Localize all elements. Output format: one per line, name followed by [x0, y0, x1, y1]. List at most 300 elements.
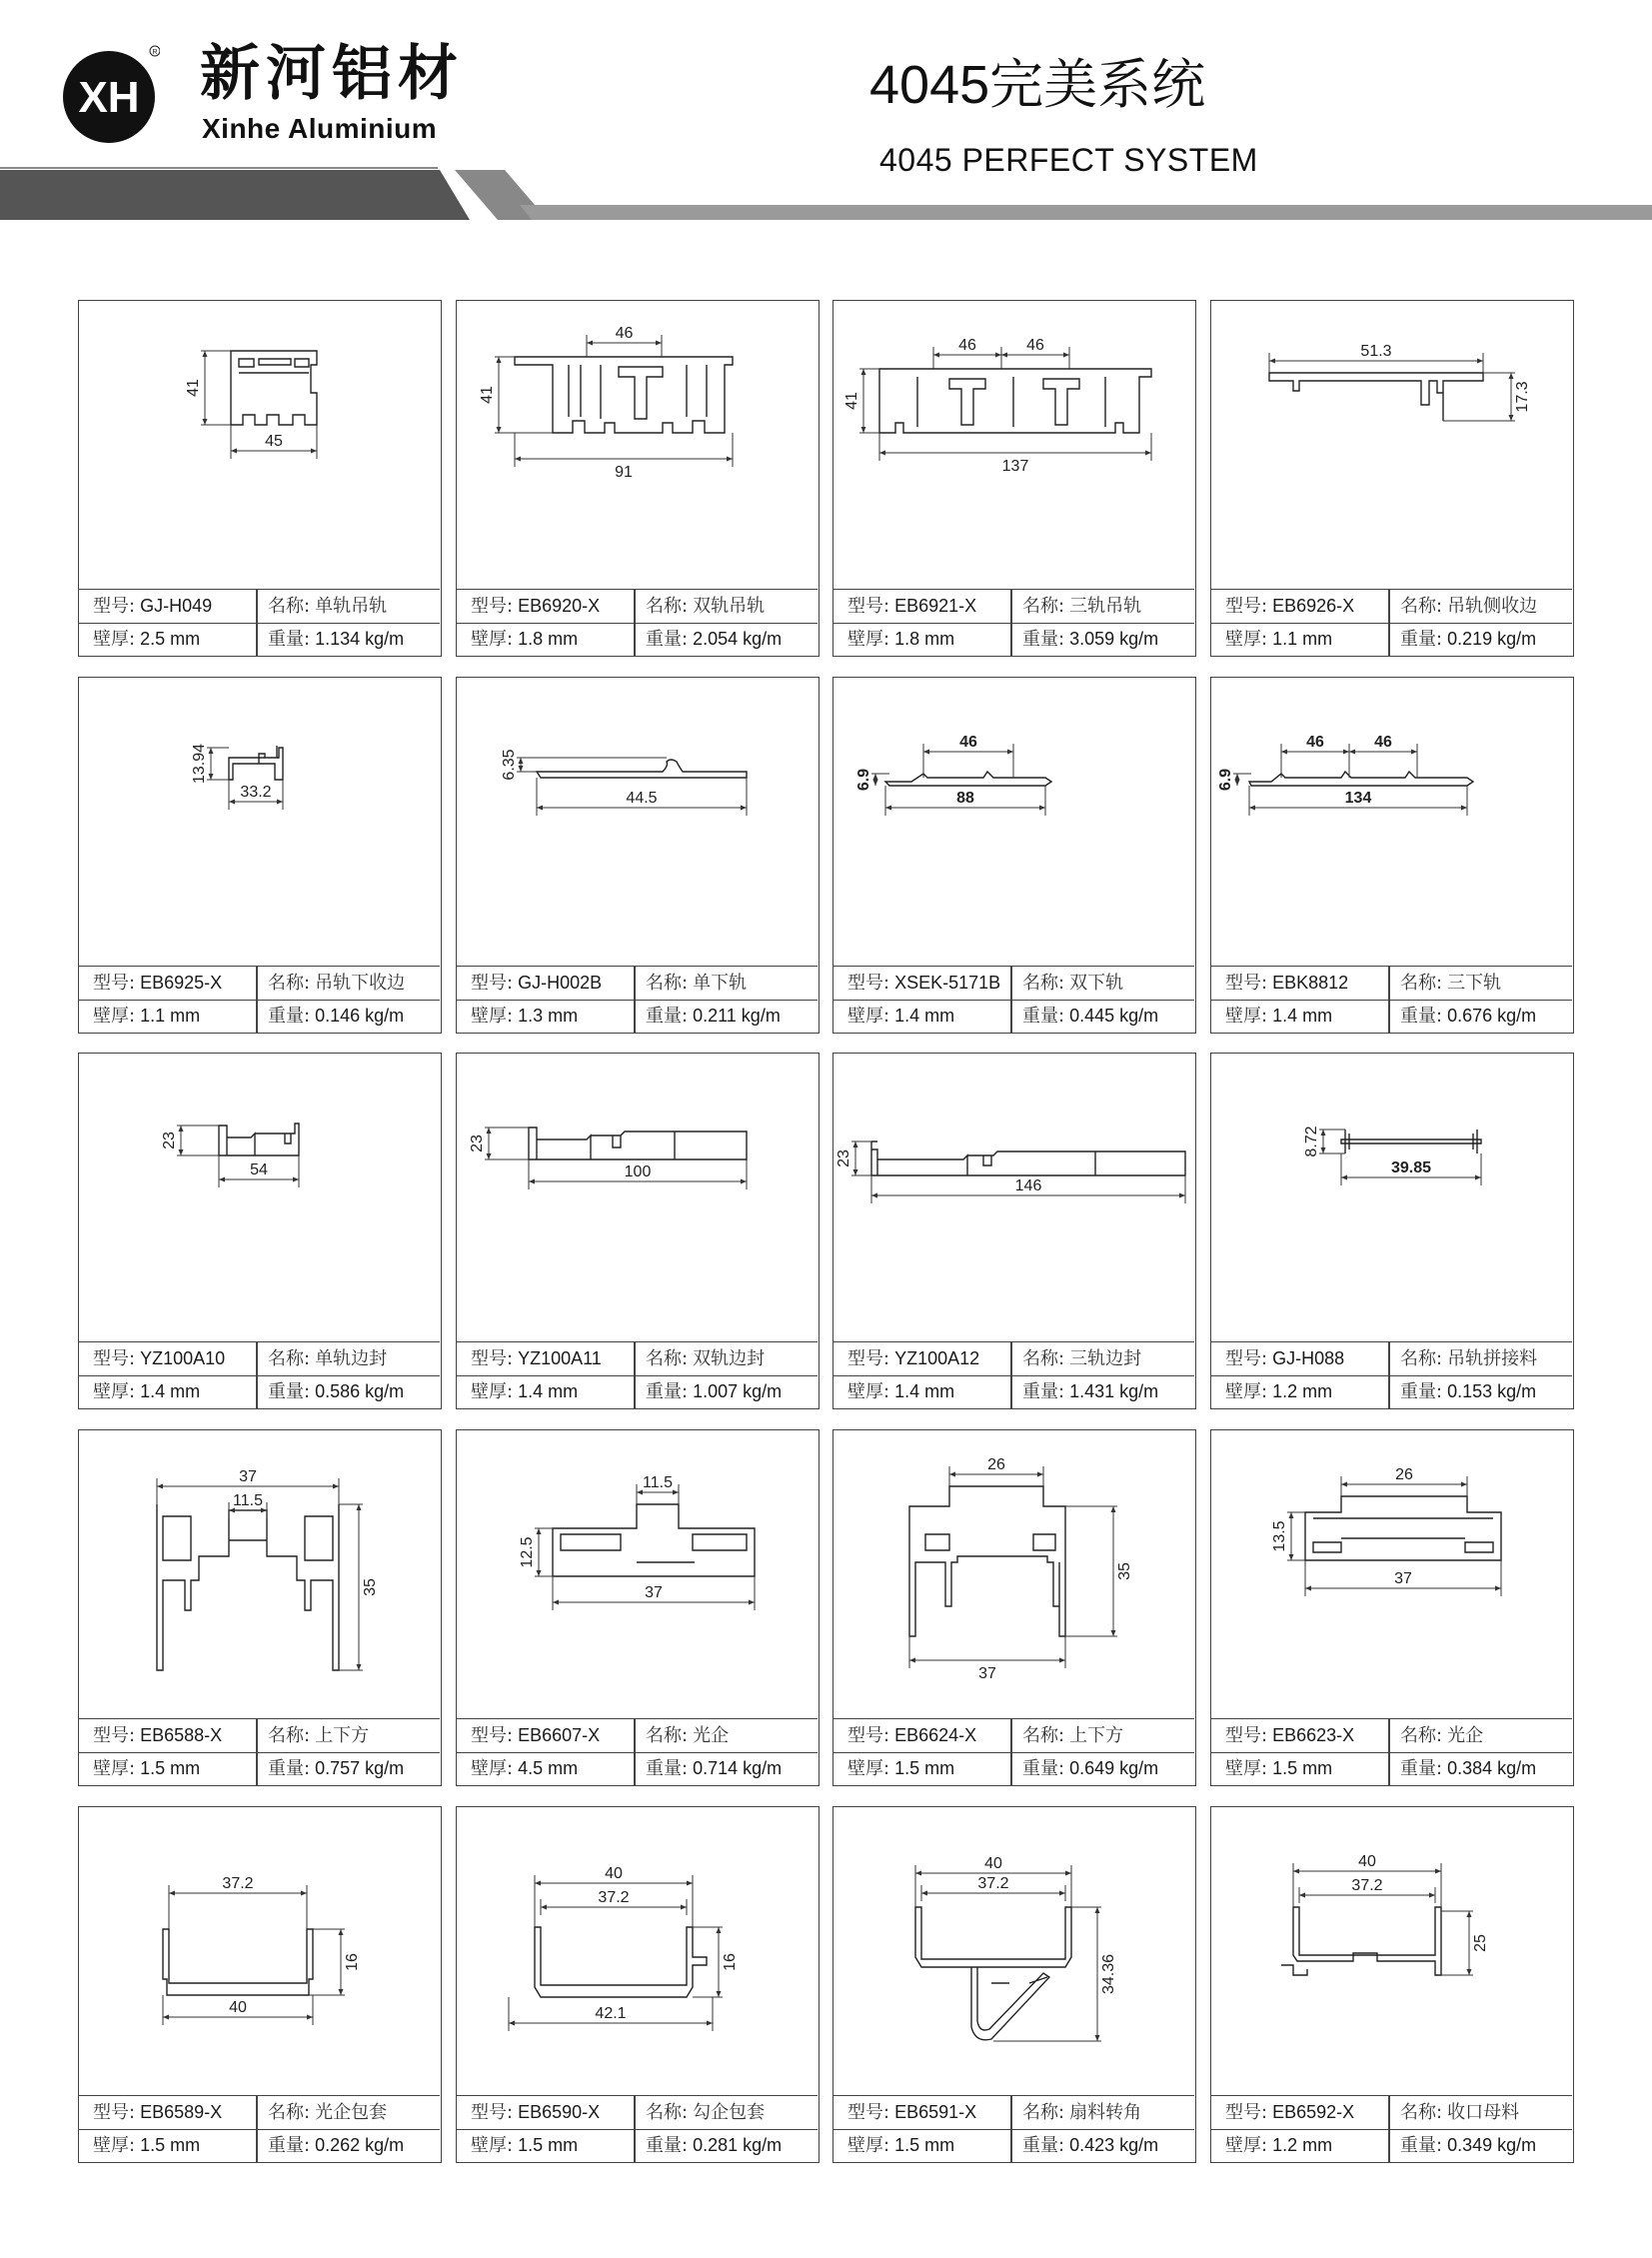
spec-table: [1211, 2095, 1572, 2162]
product-card: [1210, 1806, 1574, 2163]
product-card: [456, 1429, 820, 1786]
name-value: 光企包套: [315, 2102, 388, 2123]
thickness-value: 1.5 mm: [1272, 1758, 1333, 1778]
thickness-label: 壁厚:: [471, 1381, 514, 1402]
thickness-value: 1.8 mm: [894, 629, 955, 649]
profile-drawing: [79, 1807, 440, 2095]
thickness-cell: [93, 1752, 253, 1785]
name-label: 名称:: [1022, 596, 1065, 617]
profile-outline: [1341, 1129, 1481, 1153]
product-card: [456, 1806, 820, 2163]
thickness-cell: [847, 623, 1007, 656]
weight-cell: [1022, 1375, 1192, 1408]
thickness-cell: [471, 1000, 631, 1033]
spec-row-model: [1211, 967, 1572, 1001]
thickness-cell: [1225, 2129, 1385, 2162]
name-label: 名称:: [646, 973, 689, 994]
spec-table: [833, 1341, 1194, 1408]
name-label: 名称:: [1400, 2102, 1443, 2123]
weight-cell: [1022, 1000, 1192, 1033]
model-label: 型号:: [1225, 1348, 1268, 1369]
spec-table: [1211, 1341, 1572, 1408]
product-card: [1210, 1429, 1574, 1786]
weight-value: 0.586 kg/m: [315, 1381, 405, 1401]
svg-text:R: R: [152, 49, 158, 56]
dimension-label: 88: [956, 790, 974, 807]
name-value: 三轨边封: [1069, 1348, 1142, 1369]
profile-drawing: [457, 1054, 818, 1341]
thickness-label: 壁厚:: [471, 2135, 514, 2156]
weight-label: 重量:: [1400, 1006, 1443, 1027]
profile-outline: [1249, 772, 1473, 786]
profile-drawing: [833, 1807, 1194, 2095]
name-value: 光企: [1447, 1725, 1484, 1746]
dimension-label: 40: [1358, 1853, 1376, 1870]
spec-row-weight: [1211, 623, 1572, 656]
thickness-value: 1.4 mm: [894, 1006, 955, 1026]
name-label: 名称:: [1400, 973, 1443, 994]
product-card: [832, 1429, 1196, 1786]
model-value: XSEK-5171B: [894, 973, 1001, 993]
spec-row-model: [1211, 2096, 1572, 2130]
model-cell: [847, 2096, 1007, 2129]
thickness-value: 1.3 mm: [518, 1006, 579, 1026]
name-cell: [1400, 590, 1570, 623]
dimension-label: 25: [1472, 1934, 1489, 1952]
product-card: [456, 677, 820, 1034]
dimension-label: 26: [1395, 1466, 1413, 1483]
dimension-label: 13.5: [1271, 1520, 1288, 1552]
thickness-value: 1.1 mm: [1272, 629, 1333, 649]
dimension-label: 41: [843, 392, 860, 410]
spec-row-weight: [457, 1000, 818, 1033]
name-cell: [1400, 1719, 1570, 1752]
spec-row-model: [833, 590, 1194, 624]
profile-drawing: [1211, 301, 1572, 589]
product-card: [1210, 300, 1574, 657]
brand-name-cn: 新河铝材: [200, 39, 464, 109]
spec-row-model: [833, 1342, 1194, 1376]
profile-outline: [529, 1128, 747, 1159]
thickness-cell: [93, 1375, 253, 1408]
dimension-label: 41: [479, 386, 496, 404]
model-label: 型号:: [93, 1725, 136, 1746]
spec-table: [833, 966, 1194, 1033]
profile-drawing: [457, 1430, 818, 1718]
dimension-label: 46: [615, 325, 634, 342]
product-card: [1210, 677, 1574, 1034]
model-value: EBK8812: [1272, 973, 1349, 993]
thickness-value: 4.5 mm: [518, 1758, 579, 1778]
name-label: 名称:: [646, 596, 689, 617]
dimension-label: 17.3: [1514, 381, 1531, 413]
dimension-label: 45: [265, 433, 283, 450]
profile-outline: [879, 369, 1151, 433]
dimension-label: 34.36: [1100, 1953, 1117, 1995]
thickness-value: 2.5 mm: [140, 629, 201, 649]
weight-cell: [1022, 1752, 1192, 1785]
name-value: 单轨吊轨: [315, 596, 388, 617]
weight-cell: [646, 1752, 816, 1785]
spec-row-model: [79, 1719, 440, 1753]
dimension-label: 46: [1374, 734, 1392, 751]
spec-row-model: [79, 967, 440, 1001]
model-label: 型号:: [471, 1725, 514, 1746]
name-label: 名称:: [646, 1725, 689, 1746]
weight-value: 0.281 kg/m: [693, 2135, 783, 2155]
thickness-label: 壁厚:: [93, 1006, 136, 1027]
model-value: EB6591-X: [894, 2102, 977, 2122]
thickness-cell: [93, 1000, 253, 1033]
spec-row-model: [457, 590, 818, 624]
model-cell: [847, 1719, 1007, 1752]
name-label: 名称:: [268, 1348, 311, 1369]
profile-outline: [1305, 1496, 1501, 1560]
model-label: 型号:: [847, 1348, 890, 1369]
dimension-label: 37.2: [977, 1875, 1009, 1892]
dimension-label: 39.85: [1390, 1159, 1432, 1176]
spec-row-model: [457, 967, 818, 1001]
dimension-label: 26: [987, 1456, 1005, 1473]
model-label: 型号:: [1225, 1725, 1268, 1746]
spec-table: [1211, 1718, 1572, 1785]
weight-label: 重量:: [646, 1006, 689, 1027]
thickness-label: 壁厚:: [93, 1758, 136, 1779]
product-card: [78, 1429, 442, 1786]
dimension-label: 35: [1116, 1562, 1133, 1580]
profile-outline: [537, 760, 747, 778]
spec-row-weight: [79, 2129, 440, 2162]
name-value: 光企: [693, 1725, 730, 1746]
profile-drawing: [457, 678, 818, 966]
brand-name-en: Xinhe Aluminium: [202, 113, 438, 144]
name-label: 名称:: [1022, 1348, 1065, 1369]
name-cell: [268, 1719, 438, 1752]
profile-drawing: [457, 1807, 818, 2095]
name-cell: [1400, 2096, 1570, 2129]
dimension-label: 40: [984, 1855, 1002, 1872]
thickness-value: 1.5 mm: [894, 1758, 955, 1778]
weight-label: 重量:: [1400, 1758, 1443, 1779]
name-value: 吊轨侧收边: [1447, 596, 1538, 617]
model-cell: [93, 967, 253, 1000]
dimension-label: 100: [624, 1163, 652, 1180]
name-value: 吊轨拼接料: [1447, 1348, 1538, 1369]
model-cell: [471, 1719, 631, 1752]
name-cell: [1022, 1719, 1192, 1752]
profile-outline: [871, 1141, 1185, 1175]
model-value: GJ-H049: [140, 596, 213, 616]
spec-row-weight: [833, 2129, 1194, 2162]
profile-drawing: [79, 678, 440, 966]
model-value: YZ100A10: [140, 1348, 226, 1368]
model-cell: [471, 590, 631, 623]
thickness-cell: [847, 1000, 1007, 1033]
spec-table: [457, 1341, 818, 1408]
profile-outline: [1269, 373, 1483, 421]
spec-row-weight: [1211, 1375, 1572, 1408]
weight-value: 1.007 kg/m: [693, 1381, 783, 1401]
model-cell: [93, 1719, 253, 1752]
name-cell: [1400, 1342, 1570, 1375]
name-cell: [1022, 967, 1192, 1000]
dimension-label: 46: [959, 734, 977, 751]
name-value: 单下轨: [693, 973, 748, 994]
profile-drawing: [1211, 1054, 1572, 1341]
weight-cell: [268, 1000, 438, 1033]
thickness-label: 壁厚:: [1225, 1381, 1268, 1402]
spec-row-model: [833, 1719, 1194, 1753]
thickness-label: 壁厚:: [847, 2135, 890, 2156]
name-cell: [646, 1719, 816, 1752]
thickness-value: 1.4 mm: [1272, 1006, 1333, 1026]
spec-row-weight: [457, 623, 818, 656]
dimension-label: 44.5: [626, 790, 658, 807]
model-label: 型号:: [1225, 596, 1268, 617]
weight-value: 1.431 kg/m: [1069, 1381, 1159, 1401]
spec-row-weight: [79, 1752, 440, 1785]
thickness-cell: [847, 1752, 1007, 1785]
model-label: 型号:: [471, 1348, 514, 1369]
name-cell: [268, 967, 438, 1000]
thickness-value: 1.2 mm: [1272, 2135, 1333, 2155]
weight-cell: [268, 623, 438, 656]
weight-value: 0.211 kg/m: [693, 1006, 781, 1026]
name-cell: [1022, 1342, 1192, 1375]
spec-row-weight: [833, 1752, 1194, 1785]
spec-row-model: [1211, 1342, 1572, 1376]
spec-table: [457, 1718, 818, 1785]
weight-cell: [646, 2129, 816, 2162]
spec-row-weight: [833, 623, 1194, 656]
dimension-label: 37: [978, 1665, 996, 1682]
model-label: 型号:: [1225, 2102, 1268, 2123]
weight-label: 重量:: [646, 629, 689, 650]
thickness-cell: [471, 623, 631, 656]
name-cell: [268, 2096, 438, 2129]
weight-cell: [268, 1752, 438, 1785]
model-cell: [847, 967, 1007, 1000]
spec-row-weight: [1211, 1752, 1572, 1785]
product-card: [832, 1053, 1196, 1409]
weight-value: 0.219 kg/m: [1447, 629, 1537, 649]
spec-row-weight: [457, 2129, 818, 2162]
name-value: 勾企包套: [693, 2102, 766, 2123]
weight-value: 0.146 kg/m: [315, 1006, 405, 1026]
weight-label: 重量:: [1022, 2135, 1065, 2156]
spec-row-weight: [833, 1375, 1194, 1408]
name-value: 单轨边封: [315, 1348, 388, 1369]
weight-value: 0.714 kg/m: [693, 1758, 783, 1778]
profile-outline: [1281, 1907, 1441, 1975]
profile-outline: [511, 1927, 707, 1997]
spec-table: [833, 589, 1194, 656]
thickness-label: 壁厚:: [471, 1758, 514, 1779]
thickness-label: 壁厚:: [847, 1758, 890, 1779]
spec-row-weight: [833, 1000, 1194, 1033]
weight-label: 重量:: [1400, 1381, 1443, 1402]
weight-label: 重量:: [268, 629, 311, 650]
name-value: 吊轨下收边: [315, 973, 406, 994]
name-cell: [268, 1342, 438, 1375]
dimension-label: 12.5: [519, 1536, 536, 1568]
spec-row-weight: [457, 1375, 818, 1408]
spec-table: [1211, 589, 1572, 656]
dimension-label: 146: [1014, 1177, 1042, 1194]
spec-row-weight: [79, 623, 440, 656]
thickness-value: 1.2 mm: [1272, 1381, 1333, 1401]
model-cell: [471, 967, 631, 1000]
profile-outline: [219, 1124, 299, 1155]
weight-cell: [646, 1000, 816, 1033]
weight-label: 重量:: [1400, 2135, 1443, 2156]
dimension-label: 16: [722, 1953, 739, 1971]
profile-drawing: [833, 1430, 1194, 1718]
dimension-label: 8.72: [1303, 1126, 1320, 1157]
product-card: [456, 1053, 820, 1409]
profile-drawing: [1211, 678, 1572, 966]
svg-text:XH: XH: [78, 73, 140, 122]
weight-value: 0.153 kg/m: [1447, 1381, 1537, 1401]
name-value: 上下方: [315, 1725, 370, 1746]
name-cell: [268, 590, 438, 623]
weight-cell: [1022, 623, 1192, 656]
name-value: 扇料转角: [1069, 2102, 1142, 2123]
weight-value: 0.676 kg/m: [1447, 1006, 1537, 1026]
dimension-label: 46: [1306, 734, 1324, 751]
model-value: EB6589-X: [140, 2102, 223, 2122]
thickness-cell: [471, 1375, 631, 1408]
thickness-label: 壁厚:: [1225, 629, 1268, 650]
weight-value: 1.134 kg/m: [315, 629, 405, 649]
model-label: 型号:: [1225, 973, 1268, 994]
thickness-cell: [847, 1375, 1007, 1408]
profile-drawing: [833, 1054, 1194, 1341]
product-card: [456, 300, 820, 657]
weight-cell: [1400, 1752, 1570, 1785]
name-label: 名称:: [1400, 596, 1443, 617]
dimension-label: 137: [1001, 458, 1029, 475]
model-value: EB6926-X: [1272, 596, 1355, 616]
name-value: 三轨吊轨: [1069, 596, 1142, 617]
profile-drawing: [79, 301, 440, 589]
dimension-label: 23: [469, 1134, 486, 1152]
model-value: GJ-H088: [1272, 1348, 1345, 1368]
weight-label: 重量:: [646, 1381, 689, 1402]
thickness-label: 壁厚:: [93, 629, 136, 650]
weight-value: 0.423 kg/m: [1069, 2135, 1159, 2155]
product-card: [832, 677, 1196, 1034]
spec-table: [79, 966, 440, 1033]
thickness-value: 1.4 mm: [518, 1381, 579, 1401]
model-value: EB6588-X: [140, 1725, 223, 1745]
weight-label: 重量:: [268, 1006, 311, 1027]
product-card: [78, 300, 442, 657]
model-label: 型号:: [93, 1348, 136, 1369]
profile-outline: [885, 772, 1051, 786]
spec-row-model: [833, 2096, 1194, 2130]
model-value: YZ100A12: [894, 1348, 980, 1368]
weight-cell: [1400, 1375, 1570, 1408]
dimension-label: 41: [185, 379, 202, 397]
profile-outline: [157, 1504, 339, 1670]
spec-row-weight: [457, 1752, 818, 1785]
thickness-value: 1.8 mm: [518, 629, 579, 649]
weight-cell: [1022, 2129, 1192, 2162]
name-label: 名称:: [646, 1348, 689, 1369]
page-title-cn: 4045完美系统: [869, 55, 1206, 115]
dimension-label: 37: [239, 1468, 257, 1485]
name-cell: [1022, 590, 1192, 623]
name-cell: [646, 590, 816, 623]
dimension-label: 6.9: [1217, 768, 1234, 792]
product-card: [78, 1806, 442, 2163]
product-card: [832, 300, 1196, 657]
name-cell: [1022, 2096, 1192, 2129]
profile-outline: [915, 1907, 1071, 2040]
model-label: 型号:: [471, 973, 514, 994]
model-cell: [93, 2096, 253, 2129]
spec-row-weight: [1211, 1000, 1572, 1033]
weight-value: 0.384 kg/m: [1447, 1758, 1537, 1778]
spec-row-model: [833, 967, 1194, 1001]
weight-label: 重量:: [1022, 1381, 1065, 1402]
dimension-label: 134: [1344, 790, 1372, 807]
weight-value: 0.757 kg/m: [315, 1758, 405, 1778]
weight-cell: [1400, 2129, 1570, 2162]
profile-outline: [909, 1486, 1065, 1636]
profile-drawing: [833, 678, 1194, 966]
spec-row-model: [457, 2096, 818, 2130]
spec-row-model: [79, 590, 440, 624]
dimension-label: 35: [362, 1578, 379, 1596]
spec-table: [79, 589, 440, 656]
model-label: 型号:: [471, 596, 514, 617]
weight-label: 重量:: [268, 1758, 311, 1779]
weight-label: 重量:: [646, 2135, 689, 2156]
thickness-value: 1.4 mm: [894, 1381, 955, 1401]
thickness-value: 1.5 mm: [140, 2135, 201, 2155]
dimension-label: 51.3: [1360, 343, 1392, 360]
weight-value: 0.349 kg/m: [1447, 2135, 1537, 2155]
spec-row-model: [79, 1342, 440, 1376]
thickness-cell: [1225, 1375, 1385, 1408]
dimension-label: 54: [250, 1161, 268, 1178]
name-value: 收口母料: [1447, 2102, 1520, 2123]
name-cell: [646, 2096, 816, 2129]
spec-row-model: [457, 1719, 818, 1753]
thickness-cell: [93, 623, 253, 656]
weight-label: 重量:: [1022, 1758, 1065, 1779]
thickness-cell: [847, 2129, 1007, 2162]
thickness-value: 1.5 mm: [894, 2135, 955, 2155]
profile-outline: [229, 746, 283, 780]
model-label: 型号:: [847, 973, 890, 994]
weight-cell: [268, 1375, 438, 1408]
header-banner-stripe: [0, 160, 1652, 230]
profile-drawing: [79, 1430, 440, 1718]
spec-row-weight: [79, 1375, 440, 1408]
spec-table: [1211, 966, 1572, 1033]
profile-outline: [231, 351, 317, 425]
dimension-label: 91: [615, 464, 633, 481]
dimension-label: 37.2: [222, 1875, 254, 1892]
thickness-cell: [93, 2129, 253, 2162]
profile-drawing: [79, 1054, 440, 1341]
weight-value: 0.262 kg/m: [315, 2135, 405, 2155]
product-card: [1210, 1053, 1574, 1409]
name-cell: [646, 967, 816, 1000]
